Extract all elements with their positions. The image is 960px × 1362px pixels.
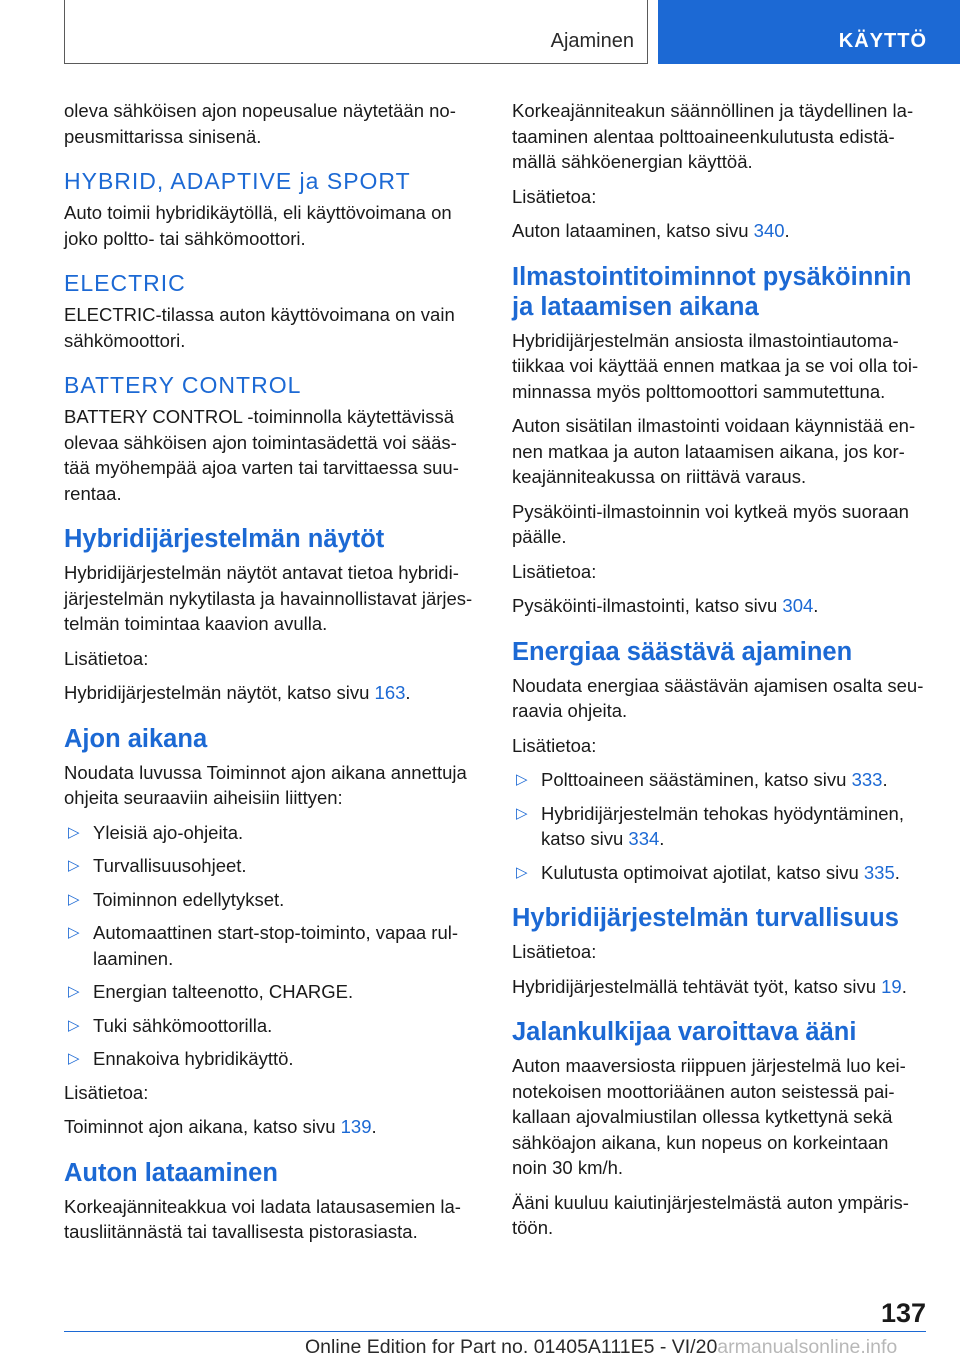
paragraph: Korkeajänniteakun säännöllinen ja täydellinen la-taaminen alentaa polttoaineenkulutusta edistä-mällä sähköenergian käyttöä. [512,100,914,172]
list-item: ▷ Polttoaineen säästäminen, katso sivu 333. [512,767,928,793]
heading-electric: ELECTRIC [64,270,186,296]
triangle-bullet-icon: ▷ [516,863,528,881]
paragraph: Auton maaversiosta riippuen järjestelmä luo kei-notekoisen moottoriäänen auton seistessä pai-kallaan ajovalmiustilan ollessa kytkettynä sekä sähköajon aikana, kun nopeus on korkeintaan noin 30 km/h. [512,1055,906,1178]
heading-hybrid-displays: Hybridijärjestelmän näytöt [64,525,385,553]
paragraph: Hybridijärjestelmän näytöt antavat tietoa hybridi-järjestelmän nykytilasta ja havainnollistavat järjes-telmän toimintaa kaavion avulla. [64,562,473,634]
page-link[interactable]: 333 [851,769,883,790]
triangle-bullet-icon: ▷ [68,823,80,841]
page-link[interactable]: 304 [782,595,814,616]
list-item: ▷ Kulutusta optimoivat ajotilat, katso sivu 335. [512,860,928,886]
reference-line: Toiminnot ajon aikana, katso sivu 139. [64,1116,377,1137]
heading-climate: Ilmastointitoiminnot pysäköinnin ja lataamisen aikana [512,262,912,321]
triangle-bullet-icon: ▷ [68,1016,80,1034]
right-column [512,98,928,1250]
list-item: ▷ Ennakoiva hybridikäyttö. [64,1046,480,1072]
paragraph: BATTERY CONTROL -toiminnolla käytettävissä olevaa sähköisen ajon toimintasädettä voi sääs-tää myöhempää ajoa varten tai tarvittaessa suu-rentaa. [64,406,459,504]
list-item: ▷ Energian talteenotto, CHARGE. [64,979,480,1005]
more-info-label: Lisätietoa: [64,1081,149,1103]
triangle-bullet-icon: ▷ [516,804,528,822]
page-link[interactable]: 335 [863,861,895,883]
list-item: ▷ Tuki sähkömoottorilla. [64,1013,480,1039]
heading-battery-control: BATTERY CONTROL [64,372,302,398]
reference-line: Hybridijärjestelmällä tehtävät työt, katso sivu 19. [512,975,907,997]
watermark: armanualsonline.info [717,1336,898,1358]
more-info-label: Lisätietoa: [512,734,597,756]
paragraph: Noudata luvussa Toiminnot ajon aikana annettuja ohjeita seuraaviin aiheisiin liittyen: [64,761,467,808]
heading-charging: Auton lataaminen [64,1158,278,1187]
paragraph: Ääni kuuluu kaiutinjärjestelmästä auton ympäris-töön. [512,1191,909,1238]
more-info-label: Lisätietoa: [512,185,597,207]
list-item: ▷ Yleisiä ajo-ohjeita. [64,820,480,846]
paragraph: oleva sähköisen ajon nopeusalue näytetään no-peusmittarissa sinisenä. [64,100,456,147]
heading-while-driving: Ajon aikana [64,724,208,753]
triangle-bullet-icon: ▷ [516,771,528,788]
chapter-tab[interactable]: KÄYTTÖ [658,0,960,64]
page-number: 137 [880,1298,926,1328]
list-item: ▷ Turvallisuusohjeet. [64,853,480,879]
reference-list [512,767,928,885]
reference-line: Auton lataaminen, katso sivu 340. [512,220,790,241]
left-column [64,98,480,1254]
page-link[interactable]: 163 [374,682,406,703]
heading-energy-saving: Energiaa säästävä ajaminen [512,637,853,666]
triangle-bullet-icon: ▷ [68,1050,80,1067]
list-item: ▷ Automaattinen start-stop-toiminto, vapaa rul-laaminen. [68,922,459,969]
list-item: ▷ Toiminnon edellytykset. [64,887,480,913]
paragraph: Noudata energiaa säästävän ajamisen osalta seu-raavia ohjeita. [512,674,924,721]
triangle-bullet-icon: ▷ [68,857,80,874]
page-link[interactable]: 139 [340,1116,372,1137]
paragraph: Hybridijärjestelmän ansiosta ilmastointiautoma-tiikkaa voi käyttää ennen matkaa ja se voi olla toi-minnassa myös polttomoottori sammutettuna. [512,329,919,402]
heading-hybrid: HYBRID, ADAPTIVE ja SPORT [64,168,411,194]
more-info-label: Lisätietoa: [512,941,597,962]
heading-hybrid-safety: Hybridijärjestelmän turvallisuus [512,904,899,932]
footer-edition: Online Edition for Part no. 01405A111E5 - VI/20armanualsonline.info [305,1336,898,1358]
paragraph: Korkeajänniteakkua voi ladata latausasemien la-tausliitännästä tai tavallisesta pistorasiasta. [64,1195,461,1242]
triangle-bullet-icon: ▷ [68,890,80,908]
page-link[interactable]: 340 [753,220,785,241]
footer-divider [64,1331,926,1332]
page-link[interactable]: 19 [881,975,902,997]
heading-pedestrian-sound: Jalankulkijaa varoittava ääni [512,1018,857,1046]
topic-list [64,820,480,1072]
paragraph: ELECTRIC-tilassa auton käyttövoimana on vain sähkömoottori. [64,304,455,351]
section-title: Ajaminen [550,30,634,52]
paragraph: Auton sisätilan ilmastointi voidaan käynnistää en-nen matkaa ja auton lataamisen aikana, jos kor-keajänniteakussa on riittävä varaus. [512,415,916,487]
reference-line: Pysäköinti-ilmastointi, katso sivu 304. [512,595,819,616]
paragraph: Pysäköinti-ilmastoinnin voi kytkeä myös suoraan päälle. [512,500,909,547]
list-item: ▷ Hybridijärjestelmän tehokas hyödyntäminen, katso sivu 334. [516,802,904,849]
more-info-label: Lisätietoa: [512,560,597,582]
reference-line: Hybridijärjestelmän näytöt, katso sivu 163. [64,682,411,703]
triangle-bullet-icon: ▷ [68,924,80,941]
paragraph: Auto toimii hybridikäytöllä, eli käyttövoimana on joko poltto- tai sähkömoottori. [64,202,452,249]
more-info-label: Lisätietoa: [64,647,149,669]
page-link[interactable]: 334 [628,828,660,849]
triangle-bullet-icon: ▷ [68,983,80,1000]
